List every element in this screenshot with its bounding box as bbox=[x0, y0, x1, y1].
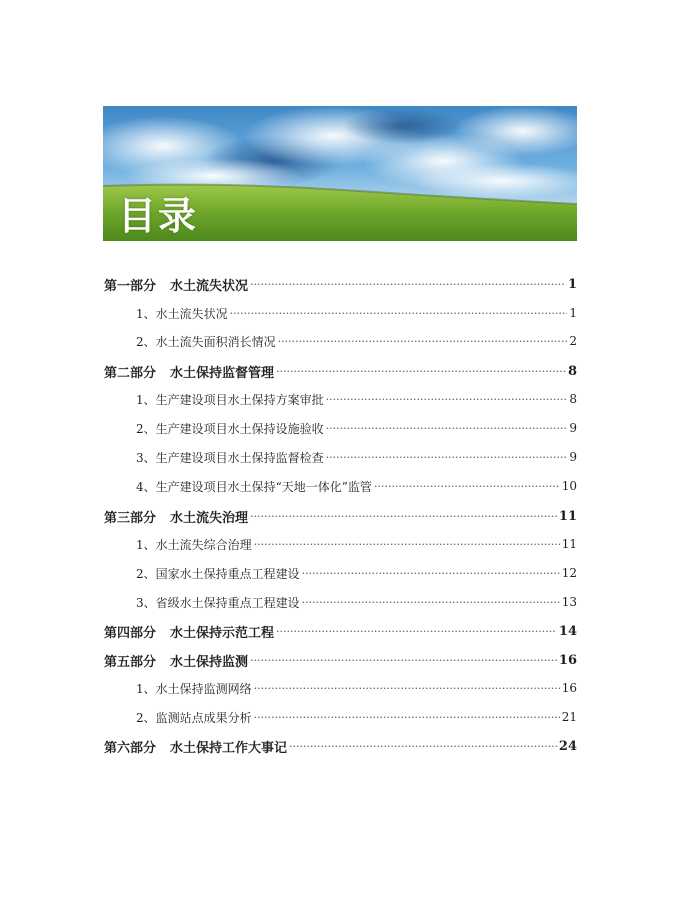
toc-entry-label: 1、水土保持监测网络 bbox=[136, 681, 252, 696]
toc-part-entry[interactable] bbox=[104, 621, 577, 641]
dot-leader bbox=[276, 625, 557, 638]
toc-part-entry[interactable] bbox=[104, 736, 577, 756]
toc-sub-entry[interactable] bbox=[136, 389, 577, 409]
dot-leader bbox=[326, 393, 568, 406]
toc-sub-entry[interactable] bbox=[136, 534, 577, 554]
dot-leader bbox=[278, 335, 568, 348]
toc-entry-label: 2、生产建设项目水土保持设施验收 bbox=[136, 421, 324, 436]
toc-entry-label: 4、生产建设项目水土保持“天地一体化”监管 bbox=[136, 479, 372, 494]
toc-sub-entry[interactable] bbox=[136, 447, 577, 467]
toc-sub-entry[interactable] bbox=[136, 303, 577, 323]
toc-entry-label: 2、国家水土保持重点工程建设 bbox=[136, 566, 300, 581]
part-title: 水土保持监测 bbox=[170, 654, 249, 670]
toc-sub-entry[interactable] bbox=[136, 331, 577, 351]
part-title: 水土保持示范工程 bbox=[170, 625, 275, 641]
page-number: 16 bbox=[558, 652, 577, 668]
toc-entry-label bbox=[104, 651, 248, 670]
page-number: 16 bbox=[561, 681, 577, 695]
dot-leader bbox=[302, 567, 560, 580]
part-title: 水土流失治理 bbox=[170, 510, 249, 526]
toc-part-entry[interactable] bbox=[104, 361, 577, 381]
page-number: 8 bbox=[569, 392, 577, 406]
toc-entry-label bbox=[104, 622, 274, 641]
dot-leader bbox=[374, 480, 560, 493]
toc-entry-label bbox=[104, 275, 248, 294]
part-number: 第五部分 bbox=[104, 654, 157, 670]
page-number: 11 bbox=[558, 508, 577, 524]
part-title: 水土流失状况 bbox=[170, 278, 249, 294]
dot-leader bbox=[289, 740, 557, 753]
dot-leader bbox=[276, 365, 566, 378]
part-title: 水土保持工作大事记 bbox=[170, 740, 288, 756]
dot-leader bbox=[230, 307, 568, 320]
dot-leader bbox=[250, 510, 557, 523]
page-number: 9 bbox=[569, 421, 577, 435]
page-number: 14 bbox=[558, 623, 577, 639]
dot-leader bbox=[254, 538, 560, 551]
part-number: 第六部分 bbox=[104, 740, 157, 756]
toc-sub-entry[interactable] bbox=[136, 418, 577, 438]
toc-entry-label: 3、省级水土保持重点工程建设 bbox=[136, 595, 300, 610]
part-number: 第三部分 bbox=[104, 510, 157, 526]
dot-leader bbox=[302, 596, 560, 609]
page-title: 目录 bbox=[118, 194, 199, 238]
toc-entry-label bbox=[104, 737, 287, 756]
page-number: 13 bbox=[561, 595, 577, 609]
dot-leader bbox=[250, 654, 557, 667]
toc-sub-entry[interactable] bbox=[136, 678, 577, 698]
toc-part-entry[interactable] bbox=[104, 274, 577, 294]
toc-entry-label: 1、水土流失综合治理 bbox=[136, 537, 252, 552]
page-number: 24 bbox=[558, 738, 577, 754]
toc-entry-label: 1、水土流失状况 bbox=[136, 306, 228, 321]
toc-entry-label: 2、水土流失面积消长情况 bbox=[136, 334, 276, 349]
toc-entry-label: 3、生产建设项目水土保持监督检查 bbox=[136, 450, 324, 465]
dot-leader bbox=[254, 711, 560, 724]
toc-sub-entry[interactable] bbox=[136, 707, 577, 727]
dot-leader bbox=[254, 682, 560, 695]
part-number: 第一部分 bbox=[104, 278, 157, 294]
toc-sub-entry[interactable] bbox=[136, 476, 577, 496]
toc-sub-entry[interactable] bbox=[136, 563, 577, 583]
toc-entry-label: 2、监测站点成果分析 bbox=[136, 710, 252, 725]
page-number: 21 bbox=[561, 710, 577, 724]
part-title: 水土保持监督管理 bbox=[170, 365, 275, 381]
toc-sub-entry[interactable] bbox=[136, 592, 577, 612]
page-number: 1 bbox=[567, 276, 577, 292]
dot-leader bbox=[250, 278, 566, 291]
page-number: 8 bbox=[567, 363, 577, 379]
toc-entry-label bbox=[104, 362, 274, 381]
page-number: 10 bbox=[561, 479, 577, 493]
page-number: 2 bbox=[569, 334, 577, 348]
page-number: 11 bbox=[561, 537, 577, 551]
page-number: 9 bbox=[569, 450, 577, 464]
part-number: 第二部分 bbox=[104, 365, 157, 381]
toc-entry-label: 1、生产建设项目水土保持方案审批 bbox=[136, 392, 324, 407]
dot-leader bbox=[326, 422, 568, 435]
toc-part-entry[interactable] bbox=[104, 650, 577, 670]
part-number: 第四部分 bbox=[104, 625, 157, 641]
toc-entry-label bbox=[104, 507, 248, 526]
toc-part-entry[interactable] bbox=[104, 506, 577, 526]
dot-leader bbox=[326, 451, 568, 464]
page-number: 1 bbox=[569, 306, 577, 320]
page-number: 12 bbox=[561, 566, 577, 580]
